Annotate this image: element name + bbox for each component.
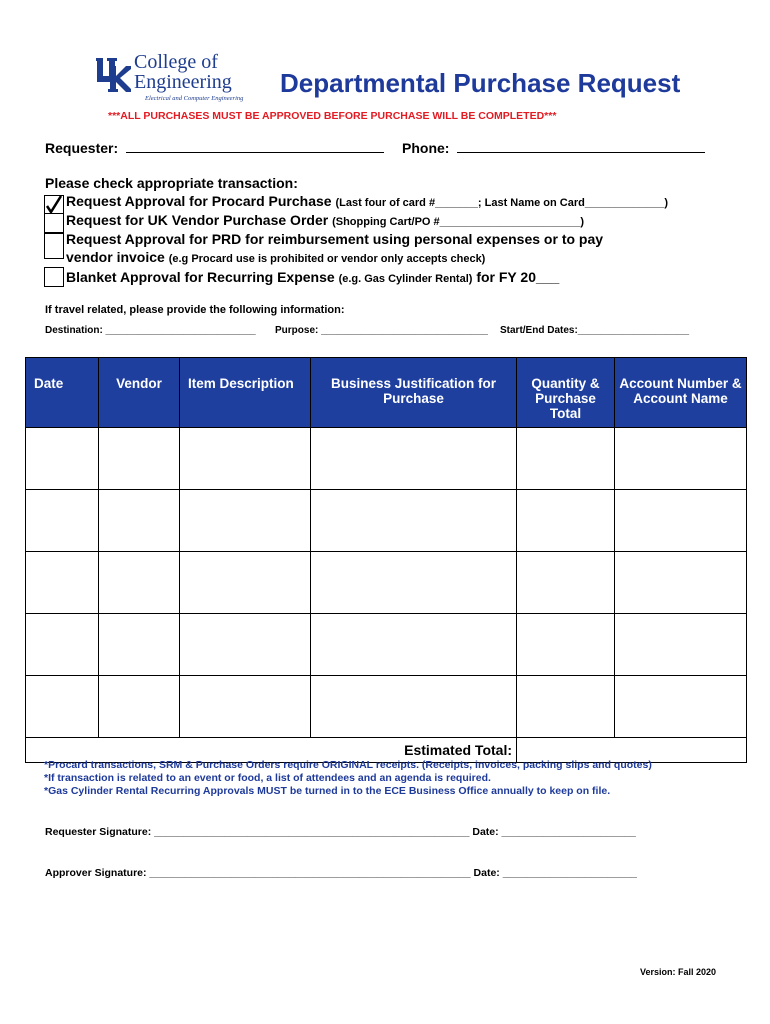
transaction-prompt: Please check appropriate transaction: xyxy=(45,175,298,191)
column-header-vendor: Vendor xyxy=(99,358,180,428)
travel-purpose: Purpose: ______________________________ xyxy=(275,325,488,336)
table-cell[interactable] xyxy=(615,490,747,552)
option-procard-detail: (Last four of card #_______; Last Name on Card_____________) xyxy=(335,197,669,209)
table-cell[interactable] xyxy=(180,552,311,614)
table-cell[interactable] xyxy=(517,428,615,490)
approver-signature-line[interactable]: Approver Signature: _______________________________________________________ Date: _______________________ xyxy=(45,867,638,879)
table-cell[interactable] xyxy=(180,490,311,552)
option-blanket xyxy=(66,269,559,285)
uk-logo-icon xyxy=(96,56,132,94)
phone-input-line[interactable] xyxy=(457,152,705,153)
table-cell[interactable] xyxy=(99,676,180,738)
table-cell[interactable] xyxy=(99,428,180,490)
table-cell[interactable] xyxy=(26,614,99,676)
table-cell[interactable] xyxy=(26,490,99,552)
logo-college-of: College of xyxy=(134,51,218,73)
approval-warning: ***ALL PURCHASES MUST BE APPROVED BEFORE PURCHASE WILL BE COMPLETED*** xyxy=(108,110,557,122)
table-cell[interactable] xyxy=(517,490,615,552)
requester-signature-line[interactable]: Requester Signature: ______________________________________________________ Date: _______________________ xyxy=(45,826,636,838)
table-cell[interactable] xyxy=(615,428,747,490)
table-cell[interactable] xyxy=(517,676,615,738)
option-blanket-label: Blanket Approval for Recurring Expense xyxy=(66,269,335,285)
table-row xyxy=(26,614,747,676)
option-blanket-detail: (e.g. Gas Cylinder Rental) xyxy=(338,273,473,285)
option-purchase-order xyxy=(66,212,584,228)
phone-field-group xyxy=(402,140,705,156)
option-purchase-order-label: Request for UK Vendor Purchase Order xyxy=(66,212,329,228)
table-row xyxy=(26,676,747,738)
table-cell[interactable] xyxy=(99,614,180,676)
notes-block xyxy=(44,759,652,798)
estimated-total-label: Estimated Total: xyxy=(26,738,517,763)
table-cell[interactable] xyxy=(26,676,99,738)
blanket-checkbox[interactable] xyxy=(44,267,64,287)
table-cell[interactable] xyxy=(311,428,517,490)
table-cell[interactable] xyxy=(26,428,99,490)
logo-engineering: Engineering xyxy=(134,71,232,93)
table-cell[interactable] xyxy=(615,676,747,738)
table-header-row xyxy=(26,358,747,428)
table-row xyxy=(26,552,747,614)
table-cell[interactable] xyxy=(311,676,517,738)
table-cell[interactable] xyxy=(311,552,517,614)
prd-checkbox[interactable] xyxy=(44,233,64,259)
option-procard xyxy=(66,193,668,209)
option-procard-label: Request Approval for Procard Purchase xyxy=(66,193,332,209)
note-gas-cylinder: *Gas Cylinder Rental Recurring Approvals MUST be turned in to the ECE Business Office annually to keep on file. xyxy=(44,785,611,797)
page-title: Departmental Purchase Request xyxy=(280,68,681,98)
travel-dates: Start/End Dates:____________________ xyxy=(500,325,690,336)
option-prd-label: Request Approval for PRD for reimbursement using personal expenses or to pay xyxy=(66,231,604,247)
table-cell[interactable] xyxy=(99,490,180,552)
option-prd-line2 xyxy=(66,249,485,265)
purchase-order-checkbox[interactable] xyxy=(44,213,64,233)
requester-input-line[interactable] xyxy=(126,152,384,153)
column-header-business-justification: Business Justification for Purchase xyxy=(311,358,517,428)
table-cell[interactable] xyxy=(311,490,517,552)
purchase-items-table xyxy=(25,357,747,763)
table-cell[interactable] xyxy=(180,614,311,676)
table-cell[interactable] xyxy=(180,428,311,490)
note-receipts: *Procard transactions, SRM & Purchase Orders require ORIGINAL receipts. (Receipts, invoices, packing slips and quotes) xyxy=(44,759,652,771)
table-cell[interactable] xyxy=(311,614,517,676)
option-prd-detail: (e.g Procard use is prohibited or vendor only accepts check) xyxy=(168,253,486,265)
table-cell[interactable] xyxy=(26,552,99,614)
column-header-date: Date xyxy=(26,358,99,428)
option-prd-label2: vendor invoice xyxy=(66,249,165,265)
travel-prompt: If travel related, please provide the following information: xyxy=(45,304,345,316)
table-row xyxy=(26,490,747,552)
table-row xyxy=(26,428,747,490)
column-header-account: Account Number & Account Name xyxy=(615,358,747,428)
column-header-quantity-total: Quantity & Purchase Total xyxy=(517,358,615,428)
travel-destination: Destination: ___________________________ xyxy=(45,325,256,336)
logo-subtitle: Electrical and Computer Engineering xyxy=(145,95,244,102)
option-blanket-suffix: for FY 20___ xyxy=(476,269,560,285)
table-cell[interactable] xyxy=(615,614,747,676)
checkmark-icon xyxy=(45,196,63,214)
procard-checkbox[interactable] xyxy=(44,195,64,215)
phone-label: Phone: xyxy=(402,140,450,156)
table-cell[interactable] xyxy=(180,676,311,738)
table-cell[interactable] xyxy=(517,614,615,676)
option-purchase-order-detail: (Shopping Cart/PO #_______________________) xyxy=(332,216,585,228)
column-header-item-description: Item Description xyxy=(180,358,311,428)
note-events: *If transaction is related to an event or food, a list of attendees and an agenda is required. xyxy=(44,772,491,784)
table-cell[interactable] xyxy=(99,552,180,614)
table-cell[interactable] xyxy=(517,552,615,614)
requester-label: Requester: xyxy=(45,140,119,156)
version-label: Version: Fall 2020 xyxy=(640,967,717,977)
requester-field-group xyxy=(45,140,384,156)
table-cell[interactable] xyxy=(615,552,747,614)
